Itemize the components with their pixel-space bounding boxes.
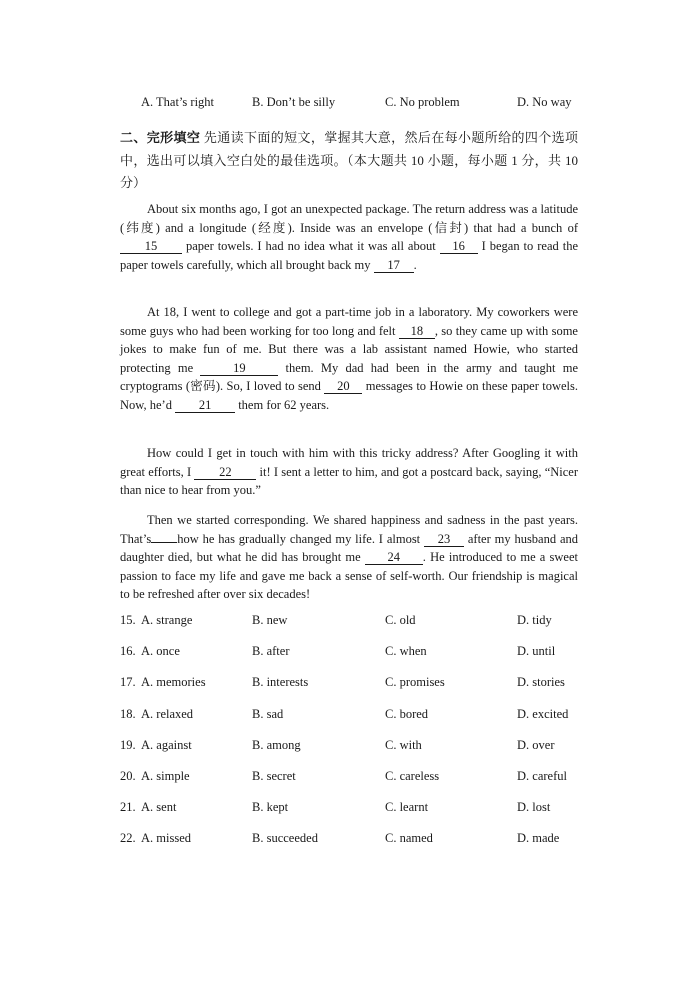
- passage-paragraph-3: [120, 444, 578, 500]
- question-number: 20.: [120, 769, 136, 783]
- p4-text-4: . He introduced to me a sweet passion to face my life and gave me back a sense of self-worth. Our friendship is magical to be refreshed after over six decades!: [120, 550, 578, 601]
- blank-24: 24: [365, 550, 423, 565]
- blank-22: 22: [194, 465, 256, 480]
- p3-text-1: How could I get in touch with him with this tricky address? After Googling it with great efforts, I: [120, 446, 578, 479]
- option-c[interactable]: C. learnt: [385, 800, 429, 814]
- p1-text-4: .: [413, 257, 417, 272]
- option-d[interactable]: D. stories: [517, 675, 565, 689]
- option-b[interactable]: B. new: [252, 613, 288, 627]
- p2-text-5: them for 62 years.: [235, 397, 330, 412]
- option-b[interactable]: B. kept: [252, 800, 289, 814]
- option-c[interactable]: C. with: [385, 738, 422, 752]
- question-number: 21.: [120, 800, 136, 814]
- option-a[interactable]: A. simple: [141, 769, 190, 783]
- option-b[interactable]: B. succeeded: [252, 831, 318, 845]
- p2-text-1: At 18, I went to college and got a part-time job in a laboratory. My coworkers were some guys who had been working for too long and felt: [120, 305, 578, 338]
- blank-21: 21: [175, 398, 235, 413]
- question-number: 19.: [120, 738, 136, 752]
- option-b[interactable]: B. secret: [252, 769, 296, 783]
- option-c[interactable]: C. careless: [385, 769, 440, 783]
- p4-text-2: how he has gradually changed my life. I almost: [177, 531, 425, 546]
- option-a[interactable]: A. once: [141, 644, 180, 658]
- passage-paragraph-1: [120, 200, 578, 274]
- question-number: 17.: [120, 675, 136, 689]
- section-heading: 二、完形填空: [120, 131, 201, 146]
- option-d[interactable]: D. lost: [517, 800, 551, 814]
- option-c[interactable]: C. promises: [385, 675, 445, 689]
- blank-17: 17: [374, 258, 414, 273]
- option-b[interactable]: B. interests: [252, 675, 309, 689]
- option-a[interactable]: A. strange: [141, 613, 193, 627]
- option-c[interactable]: C. old: [385, 613, 416, 627]
- question-number: 15.: [120, 613, 136, 627]
- prev-option-c: C. No problem: [385, 95, 460, 109]
- p1-text-3: I began to read the paper towels carefully, which all brought back my: [120, 239, 579, 272]
- question-number: 22.: [120, 831, 136, 845]
- p2-text-2: , so they came up with some jokes to make fun of me. But there was a lab assistant named Howie, who started protecting me: [120, 323, 578, 375]
- prev-option-a: A. That’s right: [141, 95, 215, 109]
- option-a[interactable]: A. sent: [141, 800, 177, 814]
- option-d[interactable]: D. tidy: [517, 613, 552, 627]
- passage-paragraph-4: [120, 511, 578, 604]
- blank-23: 23: [424, 532, 464, 547]
- p1-text-1: About six months ago, I got an unexpected package. The return address was a latitude (纬度) and a longitude (经度). Inside was an envelope (信封) that had a bunch of: [120, 202, 578, 235]
- option-c[interactable]: C. named: [385, 831, 433, 845]
- section-cloze: [120, 127, 578, 194]
- question-number: 18.: [120, 707, 136, 721]
- option-a[interactable]: A. against: [141, 738, 192, 752]
- option-b[interactable]: B. sad: [252, 707, 284, 721]
- option-c[interactable]: C. bored: [385, 707, 429, 721]
- blank-19: 19: [200, 361, 278, 376]
- section-instructions: 先通读下面的短文，掌握其大意，然后在每小题所给的四个选项中，选出可以填入空白处的最佳选项。（本大题共 10 小题，每小题 1 分，共 10 分）: [120, 130, 578, 190]
- prev-option-d: D. No way: [517, 95, 572, 109]
- option-a[interactable]: A. relaxed: [141, 707, 194, 721]
- blank-unnumbered: [151, 542, 177, 543]
- prev-option-b: B. Don’t be silly: [252, 95, 336, 109]
- option-a[interactable]: A. missed: [141, 831, 191, 845]
- option-d[interactable]: D. over: [517, 738, 555, 752]
- p2-text-3: them. My dad had been in the army and taught me cryptograms (密码). So, I loved to send: [120, 360, 578, 393]
- p3-text-2: it! I sent a letter to him, and got a postcard back, saying, “Nicer than nice to hear from you.”: [120, 464, 578, 497]
- option-d[interactable]: D. excited: [517, 707, 569, 721]
- option-b[interactable]: B. after: [252, 644, 290, 658]
- passage-paragraph-2: [120, 303, 578, 414]
- blank-18: 18: [399, 324, 435, 339]
- question-number: 16.: [120, 644, 136, 658]
- option-c[interactable]: C. when: [385, 644, 427, 658]
- option-d[interactable]: D. made: [517, 831, 560, 845]
- option-b[interactable]: B. among: [252, 738, 301, 752]
- option-a[interactable]: A. memories: [141, 675, 206, 689]
- blank-20: 20: [324, 379, 362, 394]
- p1-text-2: paper towels. I had no idea what it was all about: [182, 239, 440, 253]
- option-d[interactable]: D. careful: [517, 769, 567, 783]
- blank-15: 15: [120, 239, 182, 254]
- option-d[interactable]: D. until: [517, 644, 556, 658]
- p4-text-1: Then we started corresponding. We shared happiness and sadness in the past years. That’s: [120, 513, 578, 546]
- p2-text-4: messages to Howie on these paper towels. Now, he’d: [120, 379, 578, 412]
- blank-16: 16: [440, 239, 478, 254]
- p4-text-3: after my husband and daughter died, but what he did has brought me: [120, 531, 579, 564]
